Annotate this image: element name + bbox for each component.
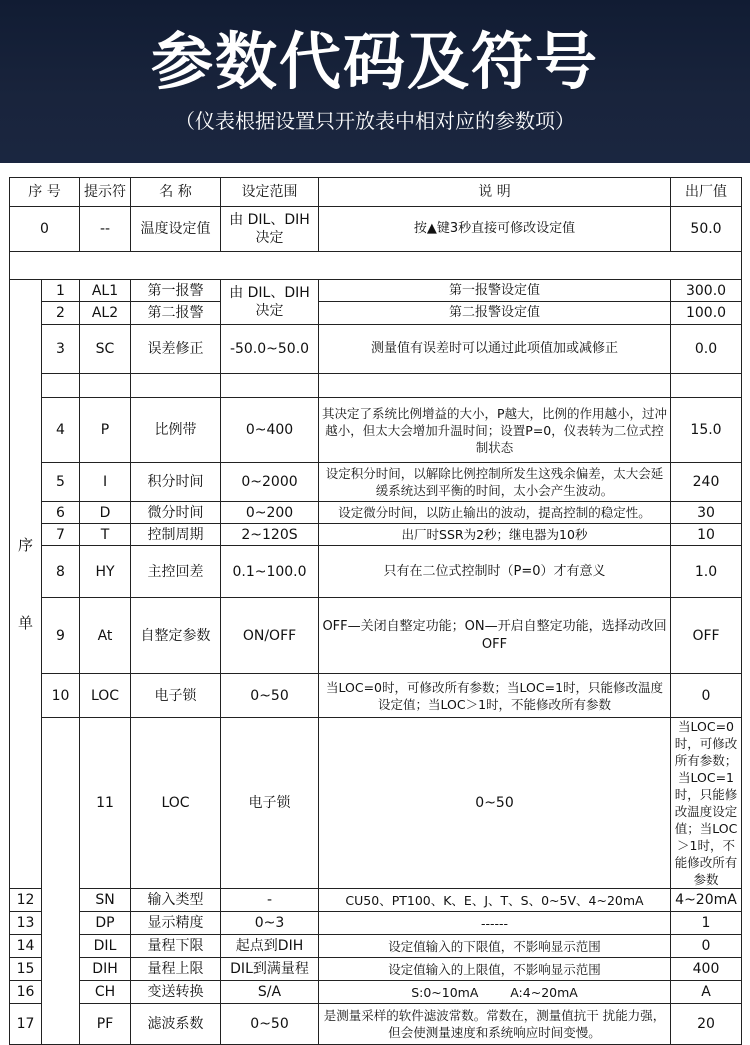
cell-code: DIL [80,935,131,958]
cell-range: 0~200 [221,502,319,524]
cell-no: 11 [80,718,131,889]
cell-no: 7 [42,524,80,546]
cell-no: 6 [42,502,80,524]
cell-name: 微分时间 [131,502,221,524]
table-row [10,302,742,325]
table-row [10,502,742,524]
cell-code: PF [80,1004,131,1045]
cell-desc: 设定积分时间，以解除比例控制所发生这残余偏差，太大会延缓系统达到平衡的时间，太小会产生波动。 [319,463,671,502]
spacer-cell [10,252,742,280]
cell-desc: 第二报警设定值 [319,302,671,325]
cell-no: 5 [42,463,80,502]
cell-no: 8 [42,546,80,598]
page-title: 参数代码及符号 [150,25,599,98]
cell-code: DP [80,912,131,935]
cell-name: 第二报警 [131,302,221,325]
cell-code: SC [80,325,131,374]
cell-desc: 其决定了系统比例增益的大小，P越大，比例的作用越小，过冲越小，但太大会增加升温时间；设置P=0，仪表转为二位式控制状态 [319,398,671,463]
cell-desc: 设定微分时间，以防止输出的波动，提高控制的稳定性。 [319,502,671,524]
cell-range: 0~400 [221,398,319,463]
cell-no: 17 [10,1004,42,1045]
cell-desc: 按▲键3秒直接可修改设定值 [319,207,671,252]
cell-name: 电子锁 [221,718,319,889]
cell-code: T [80,524,131,546]
cell-no: 14 [10,935,42,958]
table-spacer-row [10,252,742,280]
cell-range: 由 DIL、DIH决定 [221,280,319,325]
cell-code: P [80,398,131,463]
cell-no: 13 [10,912,42,935]
table-row [10,935,742,958]
col-header-default: 出厂值 [671,178,742,207]
cell-name: 第一报警 [131,280,221,302]
table-row [10,958,742,981]
table-row [10,524,742,546]
table-row [10,889,742,912]
cell-range: ON/OFF [221,598,319,674]
cell-no: 2 [42,302,80,325]
table-blank-row [10,374,742,398]
cell-desc [319,981,671,1004]
table-row [10,674,742,718]
cell-no: 9 [42,598,80,674]
cell-default: 240 [671,463,742,502]
table-row [10,1004,742,1045]
table-row [10,981,742,1004]
cell-name: 电子锁 [131,674,221,718]
col-header-range: 设定范围 [221,178,319,207]
desc-s: S:0~10mA [411,984,479,1000]
cell-code: -- [80,207,131,252]
cell-default: 1 [671,912,742,935]
col-header-no: 序 号 [10,178,80,207]
cell-desc: CU50、PT100、K、E、J、T、S、0~5V、4~20mA [319,889,671,912]
cell-range: 0~50 [221,1004,319,1045]
cell-default: 15.0 [671,398,742,463]
table-row [10,325,742,374]
table-row [10,398,742,463]
cell-desc: 当LOC=0时，可修改所有参数；当LOC=1时，只能修改温度设定值；当LOC＞1时，不能修改所有参数 [671,718,742,889]
cell-name: 显示精度 [131,912,221,935]
cell-desc: 设定值输入的下限值，不影响显示范围 [319,935,671,958]
cell-code: SN [80,889,131,912]
cell-desc: 只有在二位式控制时（P=0）才有意义 [319,546,671,598]
cell-code: CH [80,981,131,1004]
cell-desc: OFF—关闭自整定功能；ON—开启自整定功能，选择动改回OFF [319,598,671,674]
cell-default: 10 [671,524,742,546]
cell-no: 0 [10,207,80,252]
cell-code: LOC [80,674,131,718]
cell-default: 0.0 [671,325,742,374]
cell-range: -50.0~50.0 [221,325,319,374]
cell-name: 控制周期 [131,524,221,546]
table-row [10,463,742,502]
col-header-name: 名 称 [131,178,221,207]
cell-desc: 当LOC=0时，可修改所有参数；当LOC=1时，只能修改温度设定值；当LOC＞1时，不能修改所有参数 [319,674,671,718]
group-label-b [42,718,80,1045]
cell-range: 0~50 [319,718,671,889]
cell-range: S/A [221,981,319,1004]
table-header-row [10,178,742,207]
cell-no: 15 [10,958,42,981]
cell-default: 50.0 [671,207,742,252]
cell-code: HY [80,546,131,598]
col-header-code: 提示符 [80,178,131,207]
cell-code: At [80,598,131,674]
cell-name: 输入类型 [131,889,221,912]
table-row [10,207,742,252]
cell-no: 10 [42,674,80,718]
cell-default: 100.0 [671,302,742,325]
cell-default: 1.0 [671,546,742,598]
cell-code: AL2 [80,302,131,325]
cell-default: A [671,981,742,1004]
cell-range: 0~2000 [221,463,319,502]
cell-default: 30 [671,502,742,524]
cell-no: 1 [42,280,80,302]
cell-code: I [80,463,131,502]
cell-name: 比例带 [131,398,221,463]
cell-no: 16 [10,981,42,1004]
col-header-desc: 说 明 [319,178,671,207]
cell-range: 0~50 [221,674,319,718]
table-row [10,280,742,302]
cell-default: 0 [671,674,742,718]
cell-desc: 第一报警设定值 [319,280,671,302]
cell-default: 0 [671,935,742,958]
cell-no: 4 [42,398,80,463]
cell-range: 0~3 [221,912,319,935]
cell-default: 300.0 [671,280,742,302]
cell-range: - [221,889,319,912]
cell-default: 20 [671,1004,742,1045]
cell-desc: 出厂时SSR为2秒；继电器为10秒 [319,524,671,546]
group-label-a: 序 单 [10,280,42,889]
cell-desc: ------ [319,912,671,935]
cell-range: DIL到满量程 [221,958,319,981]
cell-code: AL1 [80,280,131,302]
cell-desc: 是测量采样的软件滤波常数。常数在，测量值抗干 扰能力强，但会使测量速度和系统响应时间变慢。 [319,1004,671,1045]
cell-name: 温度设定值 [131,207,221,252]
parameter-table [9,177,742,1045]
cell-range: 由 DIL、DIH决定 [221,207,319,252]
cell-name: 积分时间 [131,463,221,502]
cell-range: 起点到DIH [221,935,319,958]
cell-no: 3 [42,325,80,374]
cell-name: 量程下限 [131,935,221,958]
cell-code: D [80,502,131,524]
page-subtitle: （仪表根据设置只开放表中相对应的参数项） [175,109,575,133]
cell-default: 4~20mA [671,889,742,912]
header-banner [0,0,750,163]
cell-desc: 设定值输入的上限值，不影响显示范围 [319,958,671,981]
table-row [10,718,742,889]
cell-name: 滤波系数 [131,1004,221,1045]
table-row [10,598,742,674]
cell-range: 0.1~100.0 [221,546,319,598]
cell-name: 主控回差 [131,546,221,598]
cell-code: DIH [80,958,131,981]
cell-code: LOC [131,718,221,889]
cell-default: OFF [671,598,742,674]
cell-no: 12 [10,889,42,912]
cell-range: 2~120S [221,524,319,546]
cell-desc: 测量值有误差时可以通过此项值加或减修正 [319,325,671,374]
cell-name: 变送转换 [131,981,221,1004]
cell-name: 误差修正 [131,325,221,374]
table-row [10,912,742,935]
desc-a: A:4~20mA [510,984,578,1000]
cell-name: 自整定参数 [131,598,221,674]
table-row [10,546,742,598]
cell-default: 400 [671,958,742,981]
cell-name: 量程上限 [131,958,221,981]
